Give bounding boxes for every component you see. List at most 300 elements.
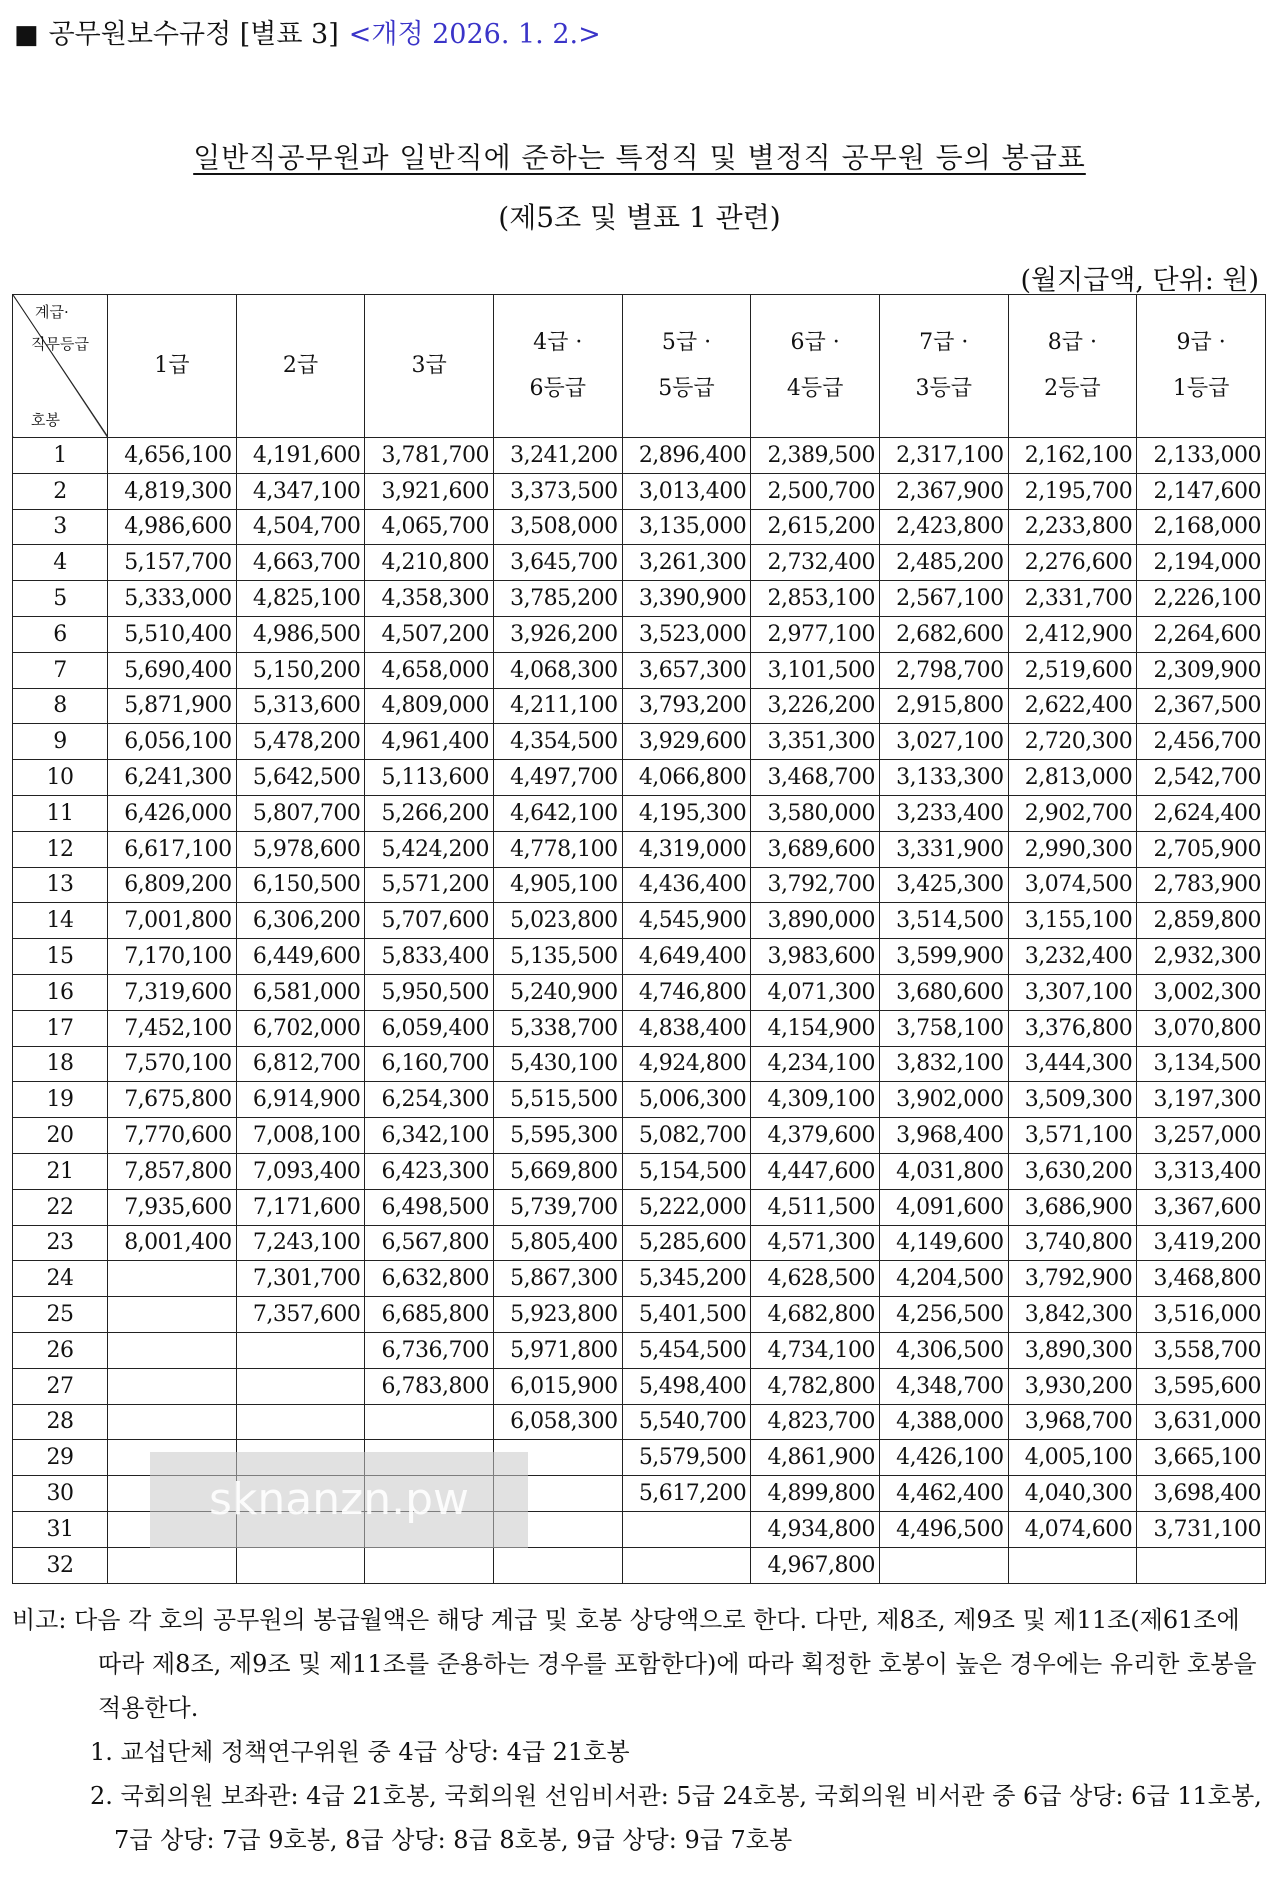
salary-cell: 2,615,200 <box>751 509 880 545</box>
salary-cell: 2,783,900 <box>1137 867 1266 903</box>
salary-cell: 7,001,800 <box>108 903 237 939</box>
salary-cell: 3,968,400 <box>879 1118 1008 1154</box>
salary-cell: 4,819,300 <box>108 473 237 509</box>
corner-header-cell <box>13 295 108 438</box>
salary-cell: 4,663,700 <box>236 545 365 581</box>
salary-cell: 4,191,600 <box>236 438 365 474</box>
salary-cell: 5,157,700 <box>108 545 237 581</box>
salary-cell: 5,313,600 <box>236 688 365 724</box>
salary-cell: 4,256,500 <box>879 1297 1008 1333</box>
table-row <box>13 974 1266 1010</box>
step-cell: 32 <box>13 1547 108 1583</box>
salary-cell: 5,923,800 <box>493 1297 622 1333</box>
salary-cell: 6,426,000 <box>108 795 237 831</box>
salary-cell: 3,070,800 <box>1137 1010 1266 1046</box>
grade-header-cell <box>493 295 622 438</box>
remark-item-1: 1. 교섭단체 정책연구위원 중 4급 상당: 4급 21호봉 <box>90 1738 630 1766</box>
salary-cell: 5,871,900 <box>108 688 237 724</box>
grade-header-line1: 1급 <box>154 353 190 378</box>
salary-cell: 2,896,400 <box>622 438 751 474</box>
grade-header-line1: 5급 · <box>661 330 712 355</box>
salary-cell: 4,348,700 <box>879 1368 1008 1404</box>
table-row <box>13 1368 1266 1404</box>
salary-cell: 2,500,700 <box>751 473 880 509</box>
grade-header-line1: 3급 <box>411 353 447 378</box>
salary-cell: 3,331,900 <box>879 831 1008 867</box>
salary-cell: 3,792,700 <box>751 867 880 903</box>
salary-cell: 4,211,100 <box>493 688 622 724</box>
salary-cell <box>236 1368 365 1404</box>
watermark: sknanzn.pw <box>150 1452 528 1548</box>
salary-cell: 6,150,500 <box>236 867 365 903</box>
salary-cell: 3,013,400 <box>622 473 751 509</box>
salary-cell: 7,357,600 <box>236 1297 365 1333</box>
salary-cell: 2,317,100 <box>879 438 1008 474</box>
salary-cell: 3,197,300 <box>1137 1082 1266 1118</box>
salary-cell: 6,423,300 <box>365 1153 494 1189</box>
salary-cell: 2,264,600 <box>1137 616 1266 652</box>
salary-cell: 3,631,000 <box>1137 1404 1266 1440</box>
step-cell: 6 <box>13 616 108 652</box>
grade-header-line1: 8급 · <box>1047 330 1098 355</box>
salary-cell: 7,570,100 <box>108 1046 237 1082</box>
salary-cell: 4,507,200 <box>365 616 494 652</box>
salary-cell: 5,498,400 <box>622 1368 751 1404</box>
salary-cell: 6,685,800 <box>365 1297 494 1333</box>
salary-cell: 3,226,200 <box>751 688 880 724</box>
salary-cell: 2,168,000 <box>1137 509 1266 545</box>
salary-cell: 4,782,800 <box>751 1368 880 1404</box>
salary-cell: 4,924,800 <box>622 1046 751 1082</box>
salary-cell: 4,497,700 <box>493 760 622 796</box>
salary-cell: 7,171,600 <box>236 1189 365 1225</box>
salary-cell: 4,204,500 <box>879 1261 1008 1297</box>
grade-header-line1: 9급 · <box>1176 330 1226 355</box>
salary-cell: 2,542,700 <box>1137 760 1266 796</box>
salary-cell: 5,333,000 <box>108 581 237 617</box>
salary-cell: 2,423,800 <box>879 509 1008 545</box>
salary-cell: 6,058,300 <box>493 1404 622 1440</box>
salary-cell: 3,680,600 <box>879 974 1008 1010</box>
salary-cell <box>365 1404 494 1440</box>
salary-cell: 6,342,100 <box>365 1118 494 1154</box>
salary-cell: 3,074,500 <box>1008 867 1137 903</box>
table-row <box>13 1118 1266 1154</box>
step-cell: 19 <box>13 1082 108 1118</box>
remark-text: 비고: 다음 각 호의 공무원의 봉급월액은 해당 계급 및 호봉 상당액으로 한다. 다만, 제8조, 제9조 및 제11조(제61조에 따라 제8조, 제9조 및 제11조를 준용하는 경우를 포함한다)에 따라 획정한 호봉이 높은 경우에는 유리한 호봉을 적용한다. <box>12 1606 1257 1722</box>
salary-table-body <box>13 438 1266 1584</box>
salary-cell: 6,498,500 <box>365 1189 494 1225</box>
regulation-name: 공무원보수규정 [별표 3] <box>48 19 339 50</box>
salary-cell: 4,066,800 <box>622 760 751 796</box>
salary-cell: 5,978,600 <box>236 831 365 867</box>
salary-cell: 2,276,600 <box>1008 545 1137 581</box>
salary-cell: 2,622,400 <box>1008 688 1137 724</box>
salary-cell: 3,261,300 <box>622 545 751 581</box>
salary-cell: 3,241,200 <box>493 438 622 474</box>
salary-cell: 4,447,600 <box>751 1153 880 1189</box>
table-row <box>13 1404 1266 1440</box>
salary-cell: 3,508,000 <box>493 509 622 545</box>
salary-cell: 4,306,500 <box>879 1332 1008 1368</box>
grade-header-cell <box>365 295 494 438</box>
salary-cell: 2,915,800 <box>879 688 1008 724</box>
salary-cell: 7,935,600 <box>108 1189 237 1225</box>
salary-cell: 3,523,000 <box>622 616 751 652</box>
salary-cell: 5,690,400 <box>108 652 237 688</box>
salary-cell: 2,813,000 <box>1008 760 1137 796</box>
salary-cell: 3,595,600 <box>1137 1368 1266 1404</box>
salary-cell: 4,005,100 <box>1008 1440 1137 1476</box>
table-row <box>13 903 1266 939</box>
step-cell: 26 <box>13 1332 108 1368</box>
salary-cell: 4,899,800 <box>751 1476 880 1512</box>
salary-cell: 3,890,300 <box>1008 1332 1137 1368</box>
salary-cell: 5,540,700 <box>622 1404 751 1440</box>
table-row <box>13 1225 1266 1261</box>
salary-cell: 4,934,800 <box>751 1511 880 1547</box>
salary-cell: 5,515,500 <box>493 1082 622 1118</box>
salary-cell: 6,254,300 <box>365 1082 494 1118</box>
grade-header-line1: 6급 · <box>790 330 840 355</box>
salary-cell: 7,170,100 <box>108 939 237 975</box>
salary-cell: 5,571,200 <box>365 867 494 903</box>
grade-header-cell <box>108 295 237 438</box>
salary-cell: 8,001,400 <box>108 1225 237 1261</box>
salary-cell: 6,783,800 <box>365 1368 494 1404</box>
step-cell: 27 <box>13 1368 108 1404</box>
salary-cell: 2,705,900 <box>1137 831 1266 867</box>
step-cell: 23 <box>13 1225 108 1261</box>
salary-cell: 5,285,600 <box>622 1225 751 1261</box>
salary-cell: 4,319,000 <box>622 831 751 867</box>
salary-cell: 7,093,400 <box>236 1153 365 1189</box>
step-cell: 5 <box>13 581 108 617</box>
step-cell: 20 <box>13 1118 108 1154</box>
salary-cell: 4,388,000 <box>879 1404 1008 1440</box>
salary-cell: 3,657,300 <box>622 652 751 688</box>
step-cell: 29 <box>13 1440 108 1476</box>
salary-cell: 5,805,400 <box>493 1225 622 1261</box>
salary-cell: 3,367,600 <box>1137 1189 1266 1225</box>
salary-cell: 2,233,800 <box>1008 509 1137 545</box>
corner-step-label: 호봉 <box>31 411 60 429</box>
grade-header-cell <box>236 295 365 438</box>
salary-cell: 4,656,100 <box>108 438 237 474</box>
salary-cell: 4,986,600 <box>108 509 237 545</box>
salary-cell <box>108 1547 237 1583</box>
salary-cell: 3,842,300 <box>1008 1297 1137 1333</box>
salary-cell: 4,823,700 <box>751 1404 880 1440</box>
step-cell: 14 <box>13 903 108 939</box>
salary-cell: 3,968,700 <box>1008 1404 1137 1440</box>
salary-cell: 5,510,400 <box>108 616 237 652</box>
salary-cell: 5,617,200 <box>622 1476 751 1512</box>
table-row <box>13 1547 1266 1583</box>
salary-cell: 2,798,700 <box>879 652 1008 688</box>
step-cell: 21 <box>13 1153 108 1189</box>
salary-cell: 6,449,600 <box>236 939 365 975</box>
salary-cell: 3,698,400 <box>1137 1476 1266 1512</box>
salary-cell: 4,354,500 <box>493 724 622 760</box>
salary-cell: 4,496,500 <box>879 1511 1008 1547</box>
salary-cell: 3,785,200 <box>493 581 622 617</box>
salary-cell: 5,669,800 <box>493 1153 622 1189</box>
salary-cell: 2,331,700 <box>1008 581 1137 617</box>
salary-cell: 6,812,700 <box>236 1046 365 1082</box>
salary-cell: 5,478,200 <box>236 724 365 760</box>
salary-cell: 4,861,900 <box>751 1440 880 1476</box>
salary-cell: 3,793,200 <box>622 688 751 724</box>
salary-cell: 4,628,500 <box>751 1261 880 1297</box>
salary-cell <box>493 1547 622 1583</box>
square-bullet-icon: ■ <box>14 20 39 50</box>
salary-cell: 3,027,100 <box>879 724 1008 760</box>
salary-cell: 3,983,600 <box>751 939 880 975</box>
salary-cell: 3,233,400 <box>879 795 1008 831</box>
salary-cell: 4,986,500 <box>236 616 365 652</box>
page-subtitle: (제5조 및 별표 1 관련) <box>498 201 781 234</box>
salary-cell: 3,599,900 <box>879 939 1008 975</box>
salary-cell: 4,825,100 <box>236 581 365 617</box>
revision-link[interactable]: <개정 2026. 1. 2.> <box>348 19 601 50</box>
corner-rank-label: 직무등급 <box>31 335 89 353</box>
salary-cell: 6,306,200 <box>236 903 365 939</box>
step-cell: 28 <box>13 1404 108 1440</box>
salary-cell: 4,734,100 <box>751 1332 880 1368</box>
table-row <box>13 831 1266 867</box>
salary-cell: 7,675,800 <box>108 1082 237 1118</box>
table-row <box>13 1261 1266 1297</box>
salary-cell: 2,682,600 <box>879 616 1008 652</box>
salary-cell: 4,462,400 <box>879 1476 1008 1512</box>
table-row <box>13 1189 1266 1225</box>
salary-cell: 3,373,500 <box>493 473 622 509</box>
salary-cell: 5,424,200 <box>365 831 494 867</box>
salary-cell: 4,436,400 <box>622 867 751 903</box>
salary-cell <box>622 1547 751 1583</box>
step-cell: 22 <box>13 1189 108 1225</box>
step-cell: 12 <box>13 831 108 867</box>
salary-cell: 3,516,000 <box>1137 1297 1266 1333</box>
step-cell: 2 <box>13 473 108 509</box>
salary-cell: 2,133,000 <box>1137 438 1266 474</box>
step-cell: 1 <box>13 438 108 474</box>
remarks-section <box>12 1598 1266 1862</box>
salary-cell: 3,571,100 <box>1008 1118 1137 1154</box>
salary-cell: 5,222,000 <box>622 1189 751 1225</box>
salary-cell: 3,731,100 <box>1137 1511 1266 1547</box>
salary-cell: 6,160,700 <box>365 1046 494 1082</box>
salary-cell: 3,444,300 <box>1008 1046 1137 1082</box>
corner-grade-label: 계급· <box>35 303 69 321</box>
salary-cell: 3,135,000 <box>622 509 751 545</box>
grade-header-line2: 5등급 <box>658 376 715 401</box>
step-cell: 9 <box>13 724 108 760</box>
salary-cell: 6,241,300 <box>108 760 237 796</box>
salary-cell: 3,425,300 <box>879 867 1008 903</box>
salary-cell: 4,309,100 <box>751 1082 880 1118</box>
step-cell: 10 <box>13 760 108 796</box>
salary-cell: 6,914,900 <box>236 1082 365 1118</box>
salary-cell: 5,266,200 <box>365 795 494 831</box>
salary-cell: 2,194,000 <box>1137 545 1266 581</box>
salary-cell: 4,068,300 <box>493 652 622 688</box>
salary-cell: 3,832,100 <box>879 1046 1008 1082</box>
salary-cell: 4,149,600 <box>879 1225 1008 1261</box>
regulation-header <box>14 12 601 51</box>
salary-cell: 5,867,300 <box>493 1261 622 1297</box>
salary-cell: 3,929,600 <box>622 724 751 760</box>
salary-cell: 5,454,500 <box>622 1332 751 1368</box>
salary-cell: 6,015,900 <box>493 1368 622 1404</box>
table-row <box>13 545 1266 581</box>
salary-cell: 3,686,900 <box>1008 1189 1137 1225</box>
step-cell: 7 <box>13 652 108 688</box>
salary-cell: 6,617,100 <box>108 831 237 867</box>
salary-cell: 6,567,800 <box>365 1225 494 1261</box>
page-title: 일반직공무원과 일반직에 준하는 특정직 및 별정직 공무원 등의 봉급표 <box>193 141 1086 174</box>
salary-cell: 3,781,700 <box>365 438 494 474</box>
salary-cell: 5,430,100 <box>493 1046 622 1082</box>
salary-cell <box>108 1297 237 1333</box>
salary-cell: 3,665,100 <box>1137 1440 1266 1476</box>
salary-cell: 3,758,100 <box>879 1010 1008 1046</box>
salary-cell: 2,624,400 <box>1137 795 1266 831</box>
salary-cell: 2,485,200 <box>879 545 1008 581</box>
salary-cell: 7,452,100 <box>108 1010 237 1046</box>
salary-cell: 3,890,000 <box>751 903 880 939</box>
salary-cell: 3,468,800 <box>1137 1261 1266 1297</box>
salary-cell: 4,649,400 <box>622 939 751 975</box>
salary-cell: 5,642,500 <box>236 760 365 796</box>
salary-cell: 3,307,100 <box>1008 974 1137 1010</box>
salary-cell: 5,739,700 <box>493 1189 622 1225</box>
table-row <box>13 438 1266 474</box>
table-row <box>13 509 1266 545</box>
salary-cell: 7,857,800 <box>108 1153 237 1189</box>
salary-cell: 2,732,400 <box>751 545 880 581</box>
remark-item-2: 2. 국회의원 보좌관: 4급 21호봉, 국회의원 선임비서관: 5급 24호봉, 국회의원 비서관 중 6급 상당: 6급 11호봉, 7급 상당: 7급 9호봉, 8급 상당: 8급 8호봉, 9급 상당: 9급 7호봉 <box>90 1782 1262 1854</box>
salary-cell: 2,720,300 <box>1008 724 1137 760</box>
salary-cell: 3,155,100 <box>1008 903 1137 939</box>
salary-cell: 4,154,900 <box>751 1010 880 1046</box>
table-header-row <box>13 295 1266 438</box>
salary-cell: 4,682,800 <box>751 1297 880 1333</box>
step-cell: 25 <box>13 1297 108 1333</box>
salary-cell: 4,905,100 <box>493 867 622 903</box>
step-cell: 8 <box>13 688 108 724</box>
salary-cell: 4,210,800 <box>365 545 494 581</box>
grade-header-line1: 2급 <box>282 353 319 378</box>
step-cell: 18 <box>13 1046 108 1082</box>
salary-cell <box>1008 1547 1137 1583</box>
table-row <box>13 652 1266 688</box>
salary-cell: 3,257,000 <box>1137 1118 1266 1154</box>
salary-cell: 7,319,600 <box>108 974 237 1010</box>
salary-cell: 5,154,500 <box>622 1153 751 1189</box>
salary-cell: 3,101,500 <box>751 652 880 688</box>
salary-cell: 3,134,500 <box>1137 1046 1266 1082</box>
salary-cell: 2,389,500 <box>751 438 880 474</box>
table-row <box>13 939 1266 975</box>
salary-cell: 3,002,300 <box>1137 974 1266 1010</box>
table-row <box>13 867 1266 903</box>
step-cell: 24 <box>13 1261 108 1297</box>
salary-cell: 2,367,500 <box>1137 688 1266 724</box>
step-cell: 31 <box>13 1511 108 1547</box>
salary-cell: 4,347,100 <box>236 473 365 509</box>
salary-cell: 2,567,100 <box>879 581 1008 617</box>
salary-cell: 3,351,300 <box>751 724 880 760</box>
salary-cell: 2,859,800 <box>1137 903 1266 939</box>
salary-cell: 5,345,200 <box>622 1261 751 1297</box>
grade-header-line2: 2등급 <box>1044 376 1101 401</box>
step-cell: 30 <box>13 1476 108 1512</box>
salary-cell: 5,082,700 <box>622 1118 751 1154</box>
grade-header-line2: 1등급 <box>1172 376 1230 401</box>
grade-header-line1: 7급 · <box>919 330 969 355</box>
salary-cell <box>108 1332 237 1368</box>
salary-cell: 5,971,800 <box>493 1332 622 1368</box>
salary-cell: 5,135,500 <box>493 939 622 975</box>
salary-cell: 3,558,700 <box>1137 1332 1266 1368</box>
salary-cell: 2,162,100 <box>1008 438 1137 474</box>
step-cell: 11 <box>13 795 108 831</box>
salary-cell: 5,807,700 <box>236 795 365 831</box>
table-row <box>13 1332 1266 1368</box>
table-row <box>13 473 1266 509</box>
salary-cell: 6,809,200 <box>108 867 237 903</box>
salary-cell: 5,006,300 <box>622 1082 751 1118</box>
salary-cell: 5,240,900 <box>493 974 622 1010</box>
salary-cell: 3,376,800 <box>1008 1010 1137 1046</box>
grade-header-cell <box>751 295 880 438</box>
grade-header-cell <box>1008 295 1137 438</box>
salary-cell: 6,736,700 <box>365 1332 494 1368</box>
salary-cell: 3,645,700 <box>493 545 622 581</box>
salary-cell: 3,133,300 <box>879 760 1008 796</box>
salary-cell: 4,234,100 <box>751 1046 880 1082</box>
salary-cell: 5,707,600 <box>365 903 494 939</box>
table-row <box>13 1010 1266 1046</box>
salary-cell <box>108 1368 237 1404</box>
salary-cell: 4,091,600 <box>879 1189 1008 1225</box>
salary-cell: 3,926,200 <box>493 616 622 652</box>
salary-cell <box>879 1547 1008 1583</box>
salary-cell: 4,642,100 <box>493 795 622 831</box>
salary-cell: 4,065,700 <box>365 509 494 545</box>
step-cell: 16 <box>13 974 108 1010</box>
salary-cell: 4,967,800 <box>751 1547 880 1583</box>
table-row <box>13 724 1266 760</box>
grade-header-cell <box>879 295 1008 438</box>
salary-cell: 4,961,400 <box>365 724 494 760</box>
salary-cell: 4,379,600 <box>751 1118 880 1154</box>
salary-cell: 3,419,200 <box>1137 1225 1266 1261</box>
salary-cell: 4,746,800 <box>622 974 751 1010</box>
salary-cell: 3,514,500 <box>879 903 1008 939</box>
step-cell: 3 <box>13 509 108 545</box>
salary-cell: 4,071,300 <box>751 974 880 1010</box>
salary-cell: 2,902,700 <box>1008 795 1137 831</box>
salary-cell: 4,571,300 <box>751 1225 880 1261</box>
table-row <box>13 581 1266 617</box>
table-row <box>13 688 1266 724</box>
salary-cell: 3,630,200 <box>1008 1153 1137 1189</box>
grade-header-line2: 3등급 <box>915 376 973 401</box>
salary-cell: 2,977,100 <box>751 616 880 652</box>
